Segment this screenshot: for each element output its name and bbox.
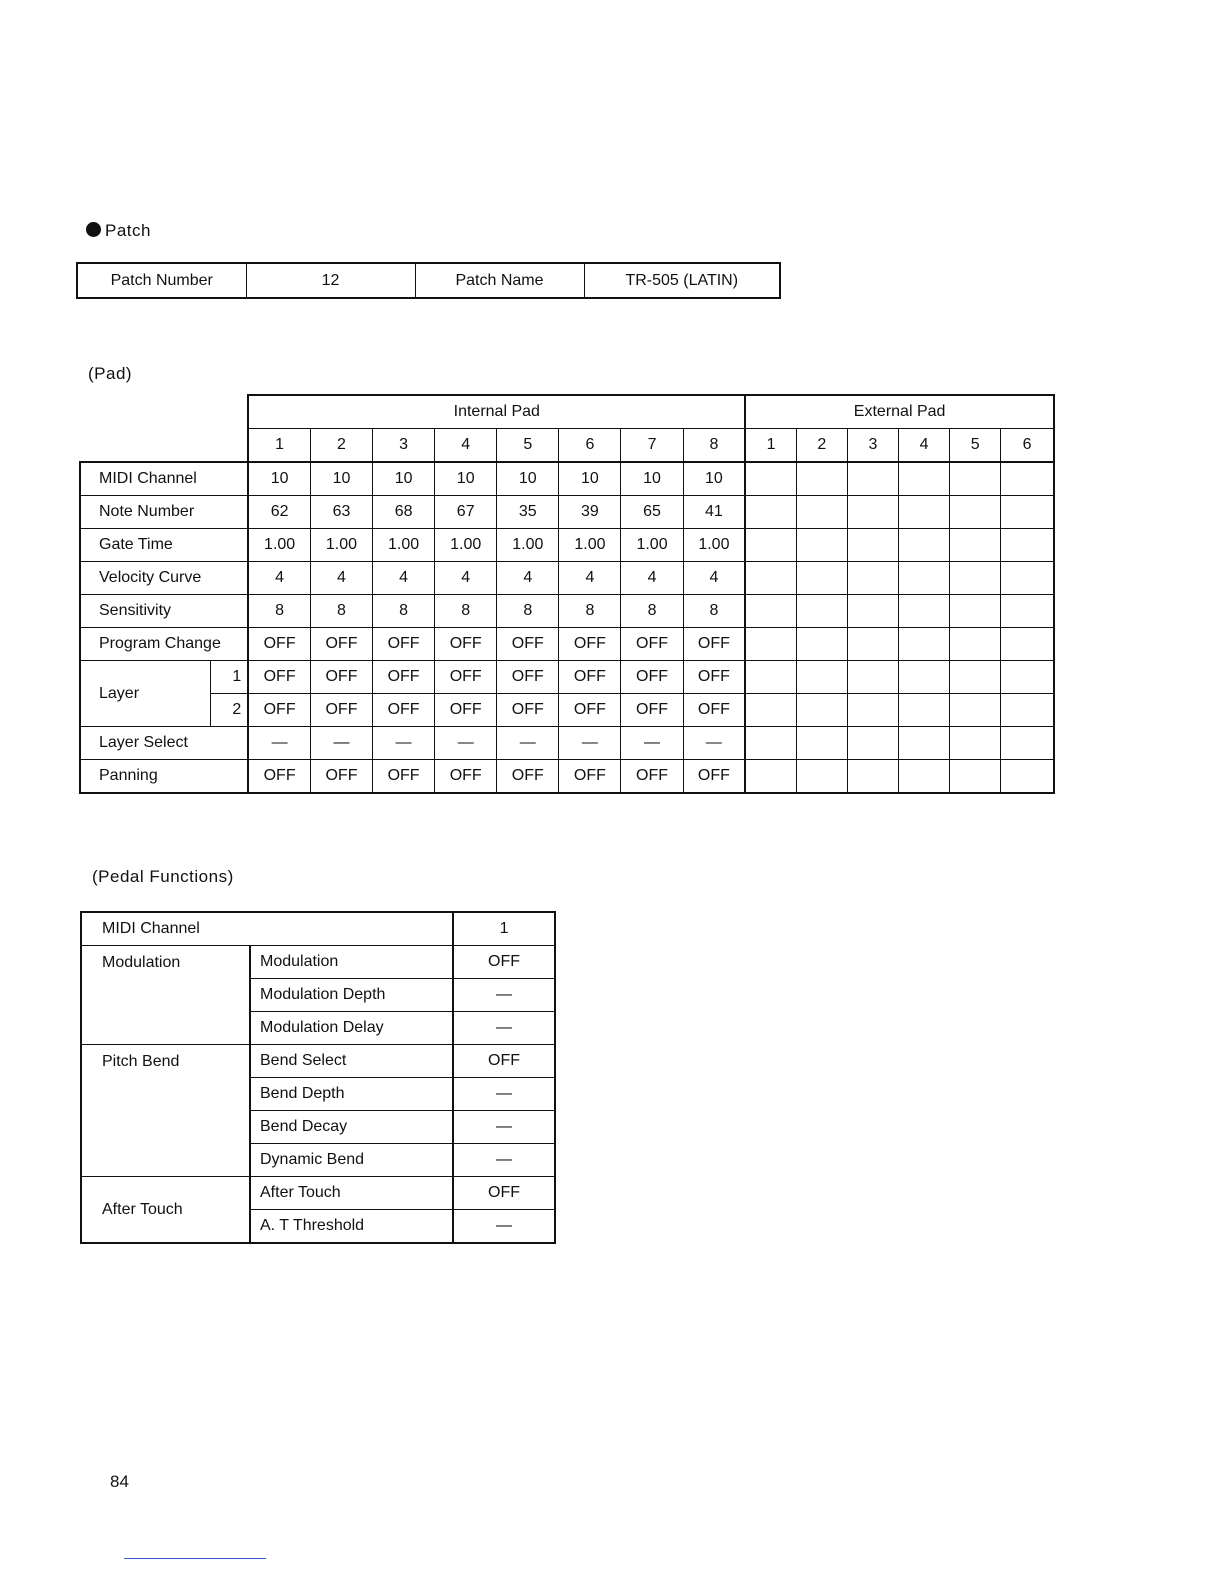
internal-pad-col-header: 3 [373,429,435,463]
external-empty-cell [1001,661,1054,694]
table-cell: OFF [373,694,435,727]
table-cell: 1.00 [621,529,683,562]
external-empty-cell [745,462,796,496]
row-label: Layer Select [80,727,248,760]
midi-channel-label: MIDI Channel [81,912,453,946]
internal-pad-col-header: 4 [435,429,497,463]
external-empty-cell [899,694,950,727]
external-empty-cell [847,727,898,760]
patch-heading-text: Patch [105,221,151,240]
pedal-item-value: — [453,1210,555,1244]
patch-number-value: 12 [246,263,415,298]
row-label: MIDI Channel [80,462,248,496]
external-empty-cell [1001,727,1054,760]
internal-pad-header: Internal Pad [248,395,745,429]
external-empty-cell [950,595,1001,628]
pedal-item-label: Modulation [250,946,453,979]
pedal-item-label: After Touch [250,1177,453,1210]
pedal-item-label: Bend Select [250,1045,453,1078]
table-cell: 8 [435,595,497,628]
table-cell: 4 [683,562,745,595]
external-empty-cell [796,628,847,661]
row-label-layer: Layer [80,661,210,727]
pedal-group-label: Pitch Bend [81,1045,250,1177]
external-empty-cell [1001,529,1054,562]
table-cell: 39 [559,496,621,529]
table-cell: OFF [373,760,435,794]
table-cell: 10 [621,462,683,496]
pedal-item-value: OFF [453,1045,555,1078]
table-cell: OFF [621,694,683,727]
pedal-item-label: Modulation Delay [250,1012,453,1045]
external-empty-cell [899,628,950,661]
table-cell: OFF [310,661,372,694]
table-cell: 63 [310,496,372,529]
external-pad-col-header: 2 [796,429,847,463]
table-cell: 8 [683,595,745,628]
table-cell: OFF [310,694,372,727]
table-cell: 1.00 [373,529,435,562]
table-cell: — [559,727,621,760]
external-empty-cell [950,462,1001,496]
external-pad-col-header: 5 [950,429,1001,463]
table-cell: OFF [559,760,621,794]
table-cell: OFF [559,628,621,661]
pedal-item-value: — [453,1012,555,1045]
table-cell: OFF [497,661,559,694]
table-cell: — [248,727,310,760]
external-empty-cell [796,562,847,595]
pad-table-corner [80,395,248,429]
table-cell: OFF [683,661,745,694]
table-cell: 10 [683,462,745,496]
external-empty-cell [1001,595,1054,628]
table-cell: 41 [683,496,745,529]
table-cell: OFF [248,628,310,661]
table-cell: OFF [683,694,745,727]
table-cell: OFF [373,661,435,694]
external-empty-cell [796,727,847,760]
row-label: Sensitivity [80,595,248,628]
external-empty-cell [796,496,847,529]
table-cell: 35 [497,496,559,529]
patch-table [76,262,781,299]
pedal-heading: (Pedal Functions) [92,867,234,886]
page-number: 84 [110,1472,129,1491]
table-cell: — [621,727,683,760]
table-cell: — [683,727,745,760]
external-empty-cell [847,595,898,628]
external-empty-cell [847,562,898,595]
table-cell: 4 [373,562,435,595]
table-cell: 4 [248,562,310,595]
external-empty-cell [899,727,950,760]
table-cell: 67 [435,496,497,529]
table-cell: 4 [435,562,497,595]
table-cell: OFF [435,661,497,694]
pad-table-corner-2 [80,429,248,463]
pedal-item-label: Bend Depth [250,1078,453,1111]
table-cell: OFF [621,760,683,794]
pedal-item-value: OFF [453,1177,555,1210]
table-cell: OFF [310,760,372,794]
external-empty-cell [950,628,1001,661]
pedal-group-label: Modulation [81,946,250,1045]
table-cell: — [497,727,559,760]
table-cell: OFF [435,760,497,794]
external-empty-cell [950,496,1001,529]
external-empty-cell [1001,496,1054,529]
table-cell: 10 [248,462,310,496]
table-cell: 68 [373,496,435,529]
table-cell: OFF [435,628,497,661]
external-pad-col-header: 4 [899,429,950,463]
table-cell: — [435,727,497,760]
table-cell: OFF [683,628,745,661]
pedal-item-value: — [453,1144,555,1177]
footer-rule [124,1558,266,1559]
internal-pad-col-header: 5 [497,429,559,463]
row-label: Gate Time [80,529,248,562]
patch-number-label: Patch Number [77,263,246,298]
external-empty-cell [1001,628,1054,661]
pedal-group-label: After Touch [81,1177,250,1244]
external-empty-cell [745,760,796,794]
external-empty-cell [745,496,796,529]
pedal-item-label: Dynamic Bend [250,1144,453,1177]
table-cell: OFF [248,760,310,794]
table-cell: 4 [310,562,372,595]
external-empty-cell [796,661,847,694]
table-cell: 1.00 [435,529,497,562]
external-empty-cell [899,462,950,496]
external-pad-header: External Pad [745,395,1054,429]
external-empty-cell [1001,562,1054,595]
external-empty-cell [745,661,796,694]
table-cell: OFF [559,661,621,694]
table-cell: OFF [497,760,559,794]
internal-pad-col-header: 7 [621,429,683,463]
external-empty-cell [950,694,1001,727]
table-cell: 4 [559,562,621,595]
table-cell: 1.00 [310,529,372,562]
external-empty-cell [745,529,796,562]
table-cell: 1.00 [683,529,745,562]
table-cell: 62 [248,496,310,529]
table-cell: OFF [435,694,497,727]
table-cell: 8 [310,595,372,628]
table-cell: OFF [683,760,745,794]
external-empty-cell [796,462,847,496]
pedal-functions-table [80,911,556,1244]
patch-name-value: TR-505 (LATIN) [584,263,780,298]
midi-channel-value: 1 [453,912,555,946]
external-empty-cell [950,727,1001,760]
table-cell: 8 [621,595,683,628]
external-empty-cell [950,661,1001,694]
layer-sub-label: 1 [210,661,248,694]
external-empty-cell [847,694,898,727]
pedal-item-value: — [453,1111,555,1144]
table-cell: 65 [621,496,683,529]
bullet-icon [86,222,101,237]
table-cell: OFF [621,628,683,661]
pedal-item-label: Bend Decay [250,1111,453,1144]
external-empty-cell [745,562,796,595]
external-empty-cell [796,595,847,628]
table-cell: 10 [435,462,497,496]
layer-sub-label: 2 [210,694,248,727]
external-empty-cell [1001,694,1054,727]
external-empty-cell [847,661,898,694]
pedal-item-value: OFF [453,946,555,979]
table-cell: OFF [621,661,683,694]
external-empty-cell [745,595,796,628]
external-empty-cell [899,760,950,794]
internal-pad-col-header: 6 [559,429,621,463]
table-cell: 1.00 [497,529,559,562]
pad-table [79,394,1055,794]
table-cell: 10 [559,462,621,496]
table-cell: 1.00 [559,529,621,562]
table-cell: — [310,727,372,760]
table-cell: OFF [248,694,310,727]
external-empty-cell [899,496,950,529]
external-empty-cell [1001,462,1054,496]
row-label: Panning [80,760,248,794]
internal-pad-col-header: 2 [310,429,372,463]
table-cell: OFF [310,628,372,661]
external-empty-cell [847,462,898,496]
table-cell: 10 [310,462,372,496]
patch-name-label: Patch Name [415,263,584,298]
table-cell: 8 [248,595,310,628]
pad-heading: (Pad) [88,364,133,383]
row-label: Note Number [80,496,248,529]
table-cell: 8 [497,595,559,628]
external-empty-cell [899,661,950,694]
table-cell: OFF [497,694,559,727]
table-cell: 1.00 [248,529,310,562]
internal-pad-col-header: 1 [248,429,310,463]
table-cell: 4 [621,562,683,595]
external-empty-cell [950,529,1001,562]
table-cell: OFF [497,628,559,661]
external-empty-cell [796,529,847,562]
external-empty-cell [950,760,1001,794]
external-pad-col-header: 1 [745,429,796,463]
table-cell: OFF [559,694,621,727]
external-empty-cell [745,628,796,661]
external-empty-cell [899,595,950,628]
table-cell: 8 [559,595,621,628]
table-cell: 10 [497,462,559,496]
pedal-item-label: A. T Threshold [250,1210,453,1244]
external-pad-col-header: 3 [847,429,898,463]
row-label: Program Change [80,628,248,661]
external-empty-cell [796,760,847,794]
external-empty-cell [899,529,950,562]
table-cell: OFF [248,661,310,694]
external-empty-cell [847,628,898,661]
external-empty-cell [899,562,950,595]
table-cell: 4 [497,562,559,595]
patch-heading [86,221,151,241]
table-cell: 8 [373,595,435,628]
external-empty-cell [847,529,898,562]
external-empty-cell [745,727,796,760]
external-empty-cell [847,760,898,794]
external-pad-col-header: 6 [1001,429,1054,463]
table-cell: 10 [373,462,435,496]
pedal-item-label: Modulation Depth [250,979,453,1012]
internal-pad-col-header: 8 [683,429,745,463]
row-label: Velocity Curve [80,562,248,595]
pedal-item-value: — [453,1078,555,1111]
external-empty-cell [745,694,796,727]
external-empty-cell [847,496,898,529]
table-cell: — [373,727,435,760]
table-cell: OFF [373,628,435,661]
external-empty-cell [796,694,847,727]
external-empty-cell [1001,760,1054,794]
external-empty-cell [950,562,1001,595]
pedal-item-value: — [453,979,555,1012]
